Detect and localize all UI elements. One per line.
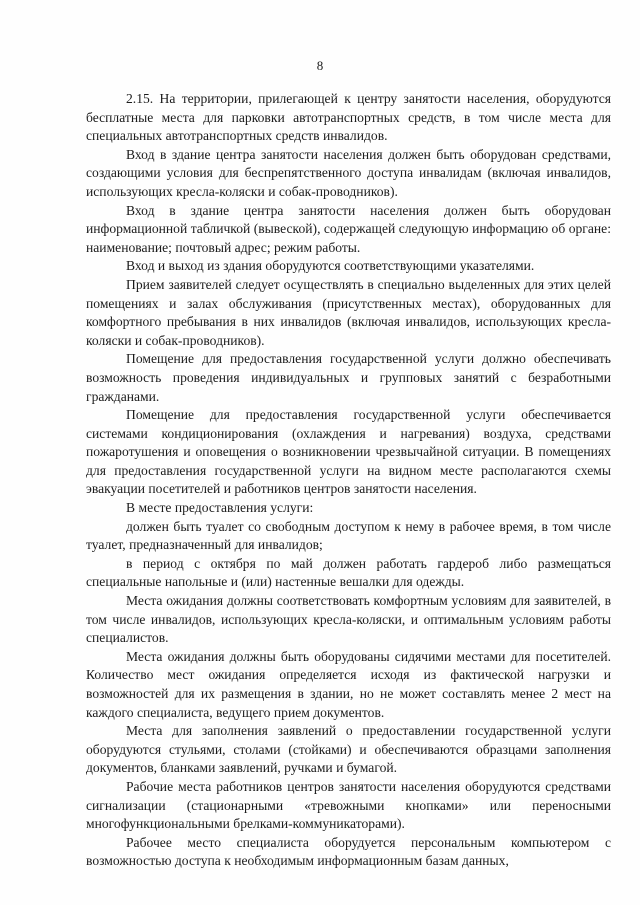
- paragraph: Вход в здание центра занятости населения должен быть оборудован средствами, создающими условия для беспрепятственного доступа инвалидам (включая инвалидов, использующих кресла-коляски и собак-проводников).: [86, 146, 611, 199]
- paragraph: Места ожидания должны быть оборудованы сидячими местами для посетителей. Количество мест ожидания определяется исходя из фактической нагрузки и возможностей для их размещения в здании, но не может составлять менее 2 мест на каждого специалиста, ведущего прием документов.: [86, 648, 611, 720]
- paragraph: Рабочее место специалиста оборудуется персональным компьютером с возможностью доступа к необходимым информационным базам данных,: [86, 834, 611, 869]
- paragraph: Помещение для предоставления государственной услуги должно обеспечивать возможность проведения индивидуальных и групповых занятий с безработными гражданами.: [86, 351, 611, 404]
- paragraph: Вход в здание центра занятости населения должен быть оборудован информационной табличкой (вывеской), содержащей следующую информацию об органе: наименование; почтовый адрес; режим работы.: [86, 202, 611, 255]
- paragraph: в период с октября по май должен работать гардероб либо размещаться специальные напольные и (или) настенные вешалки для одежды.: [86, 555, 611, 590]
- paragraph: 2.15. На территории, прилегающей к центру занятости населения, оборудуются бесплатные места для парковки автотранспортных средств, в том числе места для специальных автотранспортных средств инвалидов.: [86, 91, 611, 144]
- paragraph: Места ожидания должны соответствовать комфортным условиям для заявителей, в том числе инвалидов, использующих кресла-коляски, и оптимальным условиям работы специалистов.: [86, 593, 611, 646]
- paragraph: Рабочие места работников центров занятости населения оборудуются средствами сигнализации (стационарными «тревожными кнопками» или переносными многофункциональными брелками-коммуникаторами).: [86, 778, 611, 832]
- paragraph: Места для заполнения заявлений о предоставлении государственной услуги оборудуются стульями, столами (стойками) и обеспечиваются образцами заполнения документов, бланками заявлений, ручками и бумагой.: [86, 723, 611, 776]
- paragraph: Прием заявителей следует осуществлять в специально выделенных для этих целей помещениях и залах обслуживания (присутственных местах), оборудованных для комфортного пребывания в них инвалидов (включая инвалидов, использующих кресла-коляски и собак-проводников).: [86, 276, 611, 348]
- page-number: 8: [316, 58, 324, 73]
- paragraph: Вход и выход из здания оборудуются соответствующими указателями.: [126, 258, 535, 274]
- paragraph: Помещение для предоставления государственной услуги обеспечивается системами кондиционирования (охлаждения и нагревания) воздуха, средствами пожаротушения и оповещения о возникновении чрезвычайной ситуации. В помещениях для предоставления государственной услуги на видном месте располагаются схемы эвакуации посетителей и работников центров занятости населения.: [86, 407, 611, 497]
- paragraph: должен быть туалет со свободным доступом к нему в рабочее время, в том числе туалет, предназначенный для инвалидов;: [86, 518, 611, 553]
- document-body: [86, 90, 611, 871]
- paragraph: В месте предоставления услуги:: [126, 500, 314, 516]
